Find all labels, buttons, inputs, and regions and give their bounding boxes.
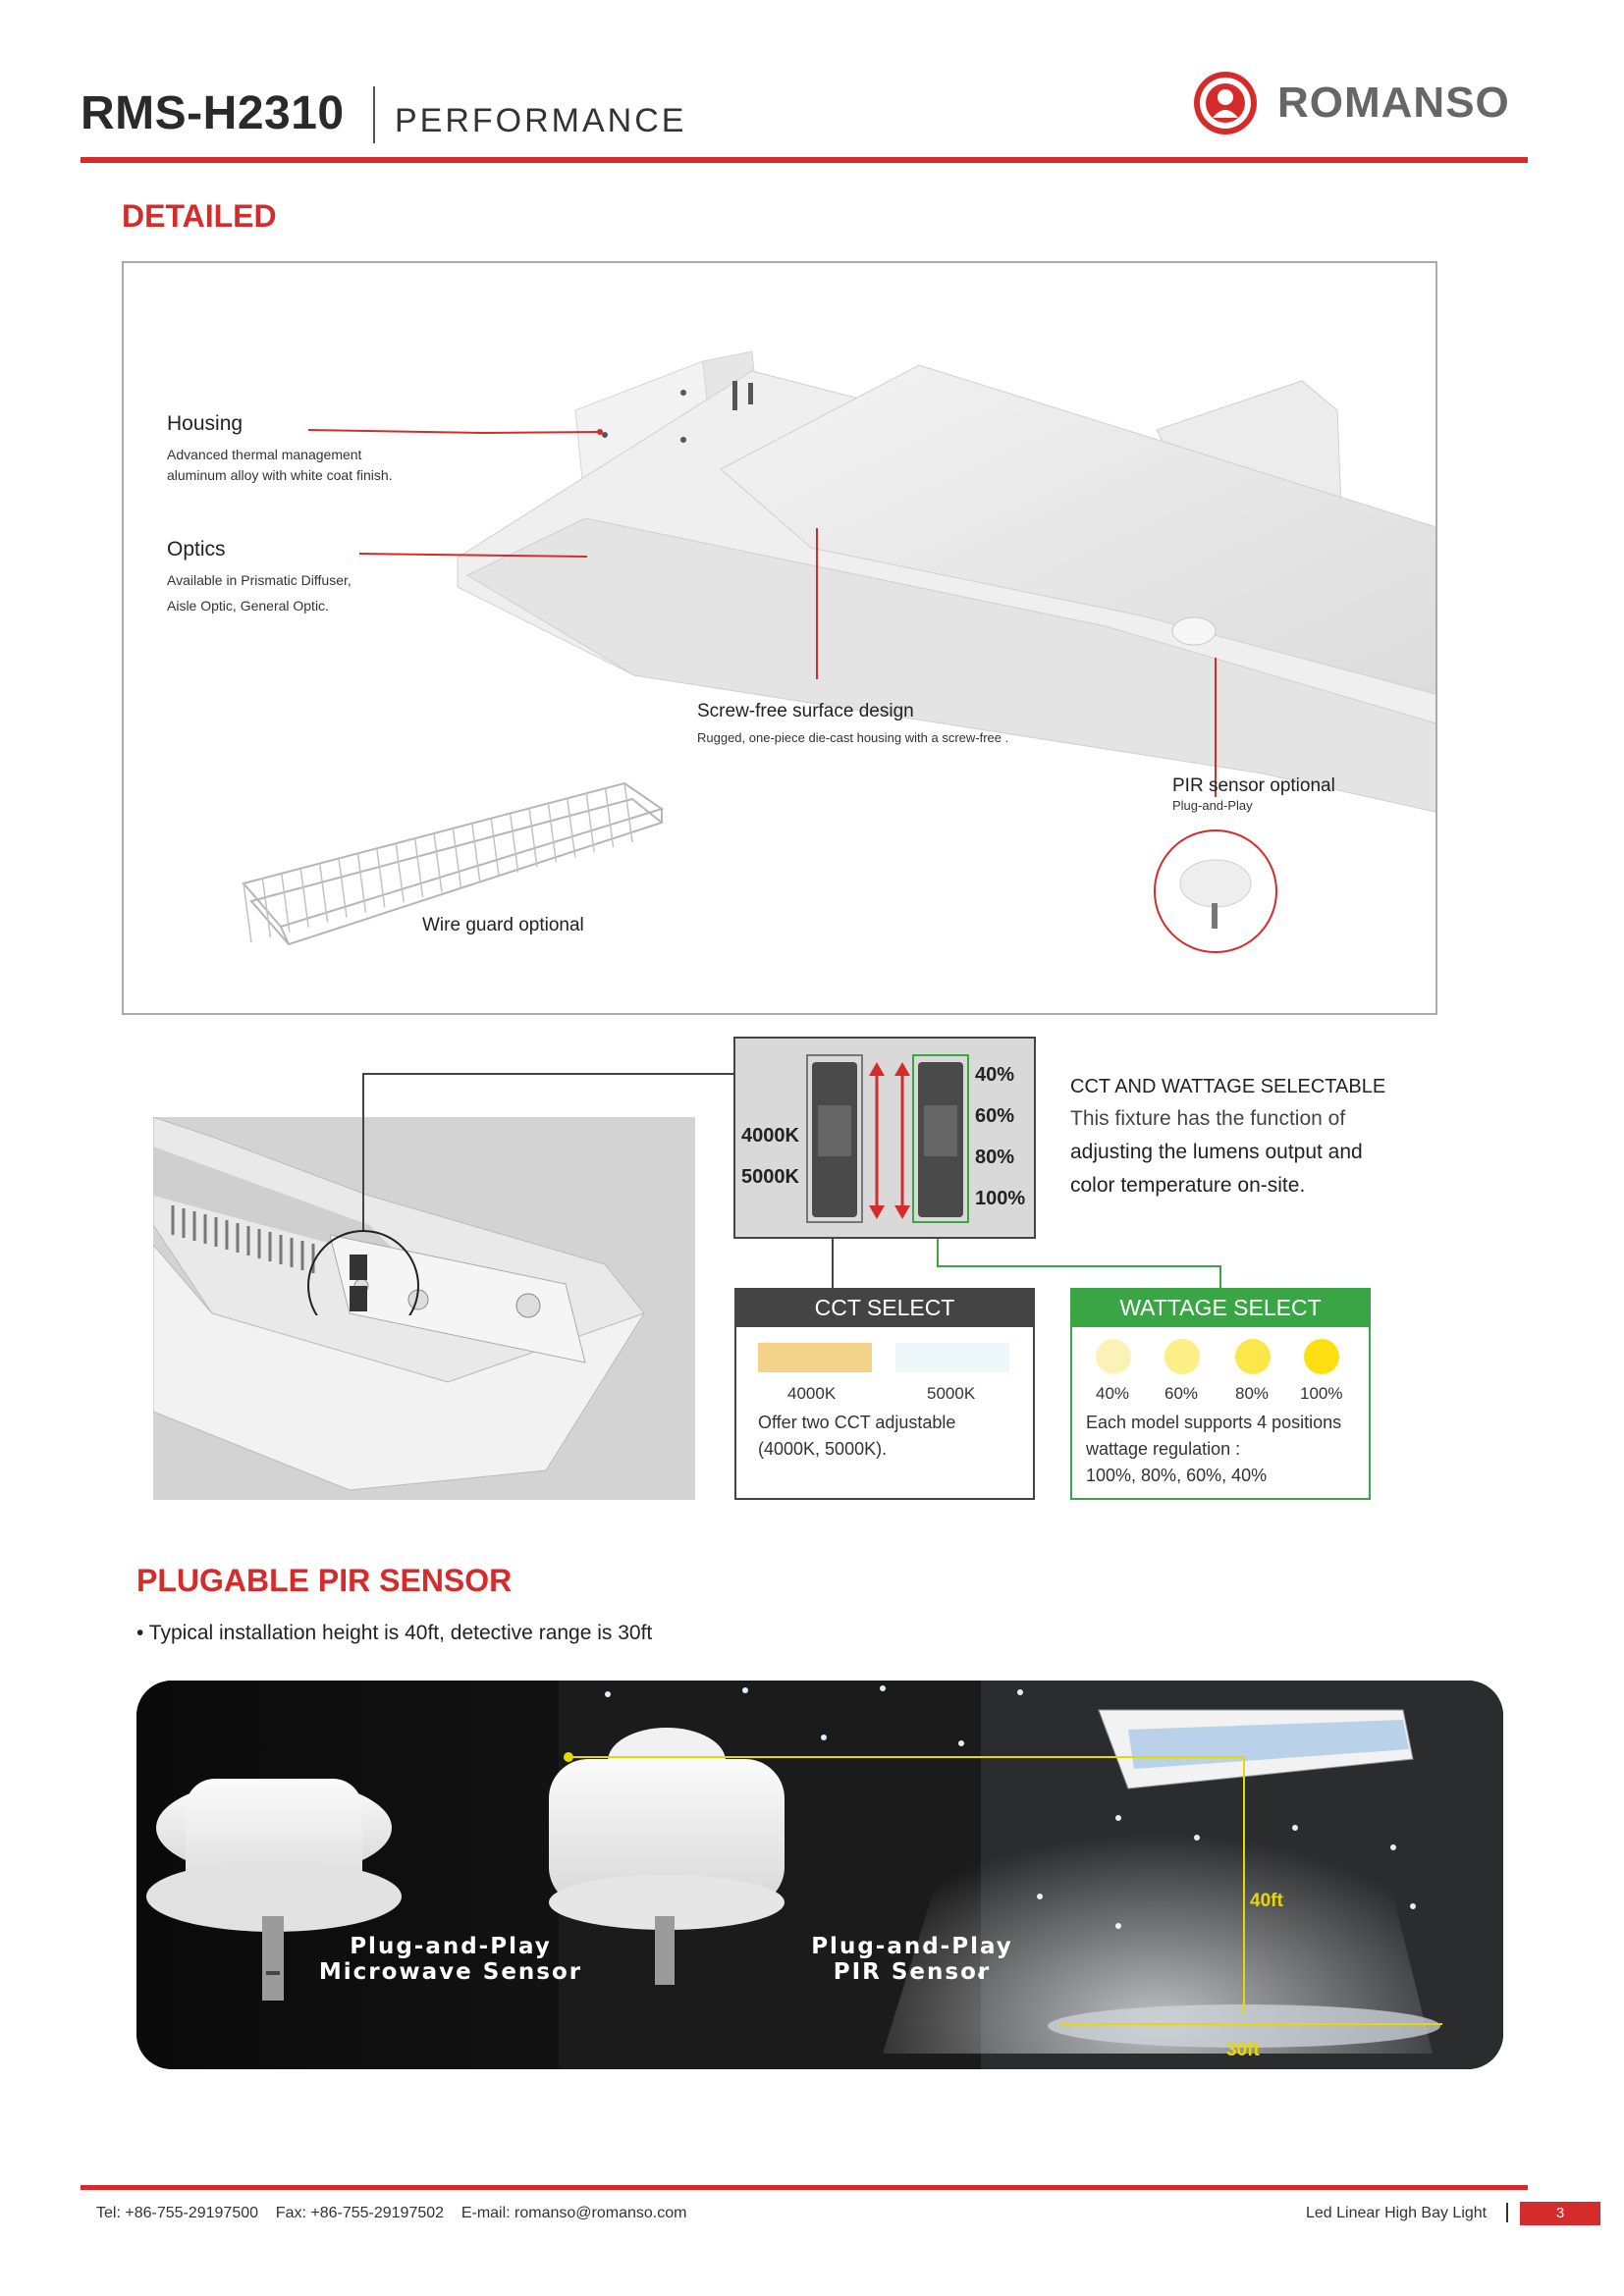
switch-label-80: 80%	[975, 1147, 1015, 1168]
wattage-label-40: 40%	[1096, 1384, 1130, 1403]
swatch-5000k	[895, 1343, 1009, 1372]
pir-optional-desc: Plug-and-Play	[1172, 798, 1253, 813]
wire-guard-label: Wire guard optional	[422, 915, 584, 935]
wattage-label-80: 80%	[1235, 1384, 1270, 1403]
pir-section-bullet: • Typical installation height is 40ft, detective range is 30ft	[136, 1622, 653, 1644]
switch-label-100: 100%	[975, 1188, 1026, 1209]
cct-desc-1: Offer two CCT adjustable	[758, 1413, 956, 1432]
microwave-label-2: Microwave Sensor	[318, 1959, 583, 1985]
brand-name: ROMANSO	[1277, 79, 1510, 127]
wattage-label-60: 60%	[1164, 1384, 1199, 1403]
microwave-label-1: Plug-and-Play	[350, 1934, 552, 1959]
wattage-desc-2: wattage regulation :	[1086, 1439, 1241, 1459]
pir-optional-title: PIR sensor optional	[1172, 775, 1335, 796]
wattage-dot-80	[1235, 1339, 1271, 1374]
switch-label-60: 60%	[975, 1105, 1015, 1127]
screwfree-desc: Rugged, one-piece die-cast housing with a screw-free .	[697, 730, 1009, 745]
optics-title: Optics	[167, 538, 226, 561]
screwfree-title: Screw-free surface design	[697, 701, 914, 721]
range-arrows-icon	[863, 1058, 914, 1223]
pir-sensor-label-1: Plug-and-Play	[811, 1934, 1013, 1959]
wattage-dot-100	[1304, 1339, 1339, 1374]
pir-section-heading: PLUGABLE PIR SENSOR	[136, 1563, 513, 1598]
wattage-select-heading: WATTAGE SELECT	[1070, 1288, 1371, 1327]
page-section-title: PERFORMANCE	[395, 102, 687, 139]
wattage-label-100: 100%	[1300, 1384, 1343, 1403]
sensor-banner-illustration	[136, 1681, 1503, 2069]
wattage-dot-60	[1164, 1339, 1200, 1374]
swatch-4000k-label: 4000K	[787, 1384, 837, 1403]
cct-select-heading: CCT SELECT	[734, 1288, 1035, 1327]
optics-desc-2: Aisle Optic, General Optic.	[167, 598, 329, 614]
detailed-heading: DETAILED	[122, 198, 277, 234]
housing-desc-1: Advanced thermal management	[167, 447, 362, 462]
housing-title: Housing	[167, 412, 244, 435]
footer-product: Led Linear High Bay Light	[1306, 2205, 1488, 2221]
feature-line-3: color temperature on-site.	[1070, 1174, 1306, 1197]
wattage-desc-3: 100%, 80%, 60%, 40%	[1086, 1466, 1268, 1485]
height-label: 40ft	[1250, 1891, 1283, 1911]
feature-line-2: adjusting the lumens output and	[1070, 1141, 1363, 1163]
switch-label-5000k: 5000K	[741, 1166, 799, 1188]
pir-sensor-label-2: PIR Sensor	[833, 1959, 992, 1985]
cct-desc-2: (4000K, 5000K).	[758, 1439, 888, 1459]
wattage-desc-1: Each model supports 4 positions	[1086, 1413, 1342, 1432]
model-number: RMS-H2310	[81, 87, 345, 139]
switch-label-4000k: 4000K	[741, 1125, 799, 1147]
swatch-5000k-label: 5000K	[927, 1384, 976, 1403]
feature-line-1: This fixture has the function of	[1070, 1107, 1346, 1130]
feature-title: CCT AND WATTAGE SELECTABLE	[1070, 1076, 1386, 1097]
range-label: 30ft	[1226, 2040, 1260, 2060]
page-number: 3	[1520, 2202, 1600, 2225]
footer-contact: Tel: +86-755-29197500 Fax: +86-755-29197502 E-mail: romanso@romanso.com	[96, 2205, 687, 2221]
optics-desc-1: Available in Prismatic Diffuser,	[167, 572, 352, 588]
footer-rule	[81, 2185, 1528, 2190]
swatch-4000k	[758, 1343, 872, 1372]
housing-desc-2: aluminum alloy with white coat finish.	[167, 467, 393, 483]
sensor-banner	[136, 1681, 1503, 2069]
switch-label-40: 40%	[975, 1064, 1015, 1086]
switch-zoom-icon	[314, 1247, 412, 1325]
dip-switch-panel	[733, 1037, 1036, 1239]
wattage-dot-40	[1096, 1339, 1131, 1374]
footer-divider	[1506, 2203, 1508, 2222]
